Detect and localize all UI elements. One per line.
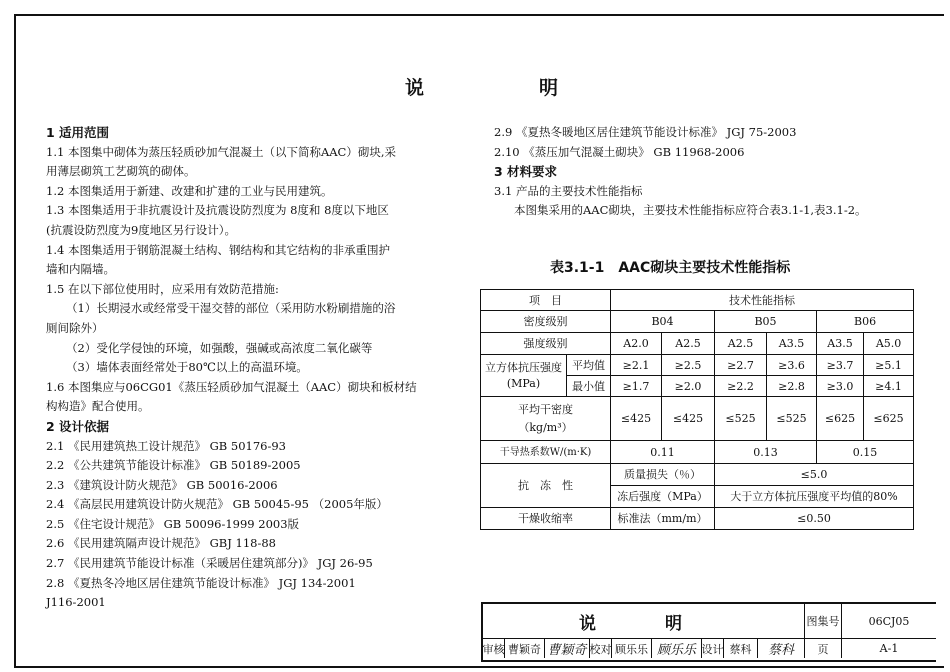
atlas-number-label: 图集号 <box>805 604 842 639</box>
designer-signature: 蔡科 <box>758 639 805 658</box>
text-line: （1）长期浸水或经常受干湿交替的部位（采用防水粉刷措施的浴 <box>66 301 396 316</box>
table-caption: 表3.1-1 AAC砌块主要技术性能指标 <box>550 260 791 276</box>
table-cell: ≤425 <box>662 397 715 441</box>
text-line: （3）墙体表面经常处于80℃以上的高温环境。 <box>66 360 308 375</box>
left-column <box>46 123 417 613</box>
table-cell: ≤425 <box>611 397 662 441</box>
text-line: (抗震设防烈度为9度地区另行设计）。 <box>46 222 237 237</box>
right-column <box>494 123 867 221</box>
table-cell: ≥3.6 <box>767 355 817 376</box>
mass-loss-value: ≤5.0 <box>715 464 914 486</box>
table-cell: A2.5 <box>662 333 715 355</box>
text-line: 1.5 在以下部位使用时，应采用有效防范措施: <box>46 281 279 296</box>
shrinkage-label: 干燥收缩率 <box>481 508 611 530</box>
dry-density-text: 平均干密度 <box>518 402 573 416</box>
table-cell: ≥4.1 <box>864 376 914 397</box>
table-cell: ≥3.0 <box>817 376 864 397</box>
table-cell: ≥2.8 <box>767 376 817 397</box>
check-label: 校对 <box>590 639 612 658</box>
mass-loss-label: 质量损失（％） <box>611 464 715 486</box>
checker-signature: 顾乐乐 <box>652 639 702 658</box>
reference-line: 2.8 《夏热冬冷地区居住建筑节能设计标准》 JGJ 134-2001 <box>46 575 356 590</box>
reference-line: 2.3 《建筑设计防火规范》 GB 50016-2006 <box>46 477 278 492</box>
atlas-number: 06CJ05 <box>842 604 936 639</box>
reference-line: 2.2 《公共建筑节能设计标准》 GB 50189-2005 <box>46 458 301 473</box>
grade-b05: B05 <box>715 311 817 333</box>
table-cell: ≤525 <box>767 397 817 441</box>
title-block-title: 说 明 <box>483 604 805 639</box>
density-grade-label: 密度级别 <box>481 311 611 333</box>
page-label: 页 <box>805 639 842 658</box>
avg-label: 平均值 <box>567 355 611 376</box>
section-heading: 2 设计依据 <box>46 418 110 434</box>
reference-line: 2.5 《住宅设计规范》 GB 50096-1999 2003版 <box>46 516 300 531</box>
table-cell: ≤625 <box>817 397 864 441</box>
text-line: 用薄层砌筑工艺砌筑的砌体。 <box>46 164 196 179</box>
section-heading: 3 材料要求 <box>494 164 558 180</box>
text-line: 3.1 产品的主要技术性能指标 <box>494 183 643 198</box>
min-label: 最小值 <box>567 376 611 397</box>
dry-density-unit: （kg/m³） <box>518 420 573 434</box>
design-label: 设计 <box>702 639 724 658</box>
table-cell: 0.11 <box>611 441 715 464</box>
table-cell: ≥2.2 <box>715 376 767 397</box>
checker-name: 顾乐乐 <box>612 639 652 658</box>
strength-grade-label: 强度级别 <box>481 333 611 355</box>
page-title: 说 明 <box>405 77 607 99</box>
cube-strength-label <box>481 355 567 397</box>
table-cell: ≥3.7 <box>817 355 864 376</box>
dry-density-label <box>481 397 611 441</box>
table-cell: 0.13 <box>715 441 817 464</box>
reference-line: J116-2001 <box>46 595 106 610</box>
thermal-label: 干导热系数W/(m·K) <box>481 441 611 464</box>
table-cell: ≥2.7 <box>715 355 767 376</box>
table-cell: 0.15 <box>817 441 914 464</box>
page-number: A-1 <box>879 642 899 655</box>
table-cell: ≥1.7 <box>611 376 662 397</box>
spec-table <box>480 289 914 530</box>
designer-name: 蔡科 <box>724 639 758 658</box>
section-heading: 1 适用范围 <box>46 125 110 140</box>
reference-line: 2.7 《民用建筑节能设计标准（采暖居住建筑部分)》 JGJ 26-95 <box>46 556 373 571</box>
cube-strength-text: 立方体抗压强度 <box>485 360 562 374</box>
table-cell: A2.0 <box>611 333 662 355</box>
grade-b04: B04 <box>611 311 715 333</box>
reference-line: 2.1 《民用建筑热工设计规范》 GB 50176-93 <box>46 438 286 453</box>
table-cell: A2.5 <box>715 333 767 355</box>
text-line: 厕间除外） <box>46 320 104 335</box>
reviewer-name: 曹颖奇 <box>505 639 545 658</box>
table-cell: A3.5 <box>817 333 864 355</box>
table-cell: A3.5 <box>767 333 817 355</box>
frost-label: 抗 冻 性 <box>481 464 611 508</box>
grade-b06: B06 <box>817 311 914 333</box>
text-line: （2）受化学侵蚀的环境，如强酸，强碱或高浓度二氧化碳等 <box>66 340 373 355</box>
frost-strength-label: 冻后强度（MPa） <box>611 486 715 508</box>
text-line: 本图集采用的AAC砌块，主要技术性能指标应符合表3.1-1,表3.1-2。 <box>514 203 867 218</box>
text-line: 1.1 本图集中砌体为蒸压轻质砂加气混凝土（以下简称AAC）砌块,采 <box>46 144 397 159</box>
reference-line: 2.4 《高层民用建筑设计防火规范》 GB 50045-95 （2005年版） <box>46 497 388 512</box>
reviewer-signature: 曹颖奇 <box>545 639 590 658</box>
table-cell: A5.0 <box>864 333 914 355</box>
header-performance: 技术性能指标 <box>611 290 914 311</box>
text-line: 墙和内隔墙。 <box>46 262 115 277</box>
table-cell: ≥5.1 <box>864 355 914 376</box>
table-cell: ≤525 <box>715 397 767 441</box>
text-line: 1.2 本图集适用于新建、改建和扩建的工业与民用建筑。 <box>46 183 333 198</box>
text-line: 构构造》配合使用。 <box>46 399 150 414</box>
review-label: 审核 <box>483 639 505 658</box>
table-cell: ≥2.1 <box>611 355 662 376</box>
standard-method-label: 标准法（mm/m） <box>611 508 715 530</box>
table-cell: ≥2.0 <box>662 376 715 397</box>
title-block <box>481 602 936 662</box>
frost-strength-value: 大于立方体抗压强度平均值的80% <box>715 486 914 508</box>
text-line: 1.3 本图集适用于非抗震设计及抗震设防烈度为 8度和 8度以下地区 <box>46 203 389 218</box>
header-item: 项 目 <box>481 290 611 311</box>
text-line: 1.4 本图集适用于钢筋混凝土结构、钢结构和其它结构的非承重围护 <box>46 242 390 257</box>
table-cell: ≥2.5 <box>662 355 715 376</box>
table-cell: ≤625 <box>864 397 914 441</box>
cube-strength-unit: (MPa) <box>506 376 541 390</box>
shrinkage-value: ≤0.50 <box>715 508 914 530</box>
text-line: 1.6 本图集应与06CG01《蒸压轻质砂加气混凝土（AAC）砌块和板材结 <box>46 379 417 394</box>
reference-line: 2.6 《民用建筑隔声设计规范》 GBJ 118-88 <box>46 536 276 551</box>
reference-line: 2.10 《蒸压加气混凝土砌块》 GB 11968-2006 <box>494 144 745 159</box>
reference-line: 2.9 《夏热冬暖地区居住建筑节能设计标准》 JGJ 75-2003 <box>494 125 797 139</box>
